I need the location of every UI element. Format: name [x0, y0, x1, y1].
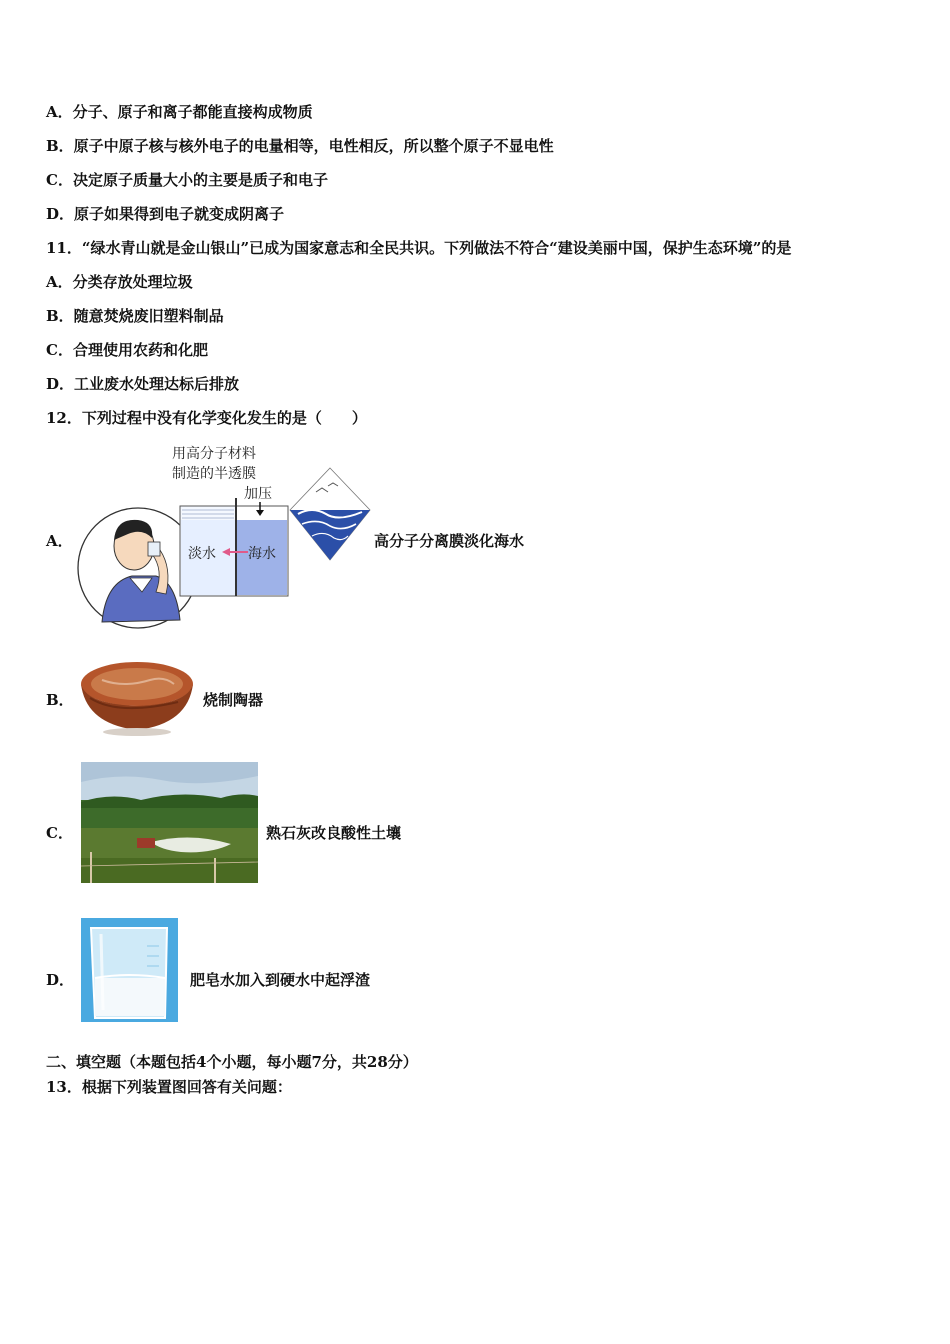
membrane-label-line1: 用高分子材料	[172, 446, 256, 462]
q10-option-b: B．原子中原子核与核外电子的电量相等，电性相反，所以整个原子不显电性	[46, 137, 554, 155]
q12-option-a-caption: 高分子分离膜淡化海水	[374, 532, 525, 550]
q10-option-c: C．决定原子质量大小的主要是质子和电子	[46, 171, 328, 189]
field-soil-image	[81, 762, 258, 883]
q11-option-b: B．随意焚烧废旧塑料制品	[46, 307, 224, 325]
q11-option-a: A．分类存放处理垃圾	[46, 273, 193, 291]
q12-option-b-caption: 烧制陶器	[203, 691, 264, 709]
q10-option-d: D．原子如果得到电子就变成阴离子	[46, 205, 285, 223]
q12-option-c-caption: 熟石灰改良酸性土壤	[266, 824, 402, 842]
q11-option-d: D．工业废水处理达标后排放	[46, 375, 240, 393]
q12-option-d-label: D．	[46, 971, 75, 989]
section-2-heading: 二、填空题（本题包括4个小题，每小题7分，共28分）	[46, 1053, 418, 1071]
beaker-image	[81, 918, 178, 1022]
q11-stem: 11．“绿水青山就是金山银山”已成为国家意志和全民共识。下列做法不符合“建设美丽中国，保护生态环境”的是	[46, 239, 792, 257]
desalination-figure	[72, 442, 372, 632]
q12-option-b-label: B．	[46, 691, 74, 709]
sea-water-label: 海水	[248, 546, 276, 562]
q12-option-c-label: C．	[46, 824, 73, 842]
q12-option-d-caption: 肥皂水加入到硬水中起浮渣	[190, 971, 371, 989]
q12-option-a-label: A．	[46, 532, 73, 550]
pottery-bowl-image	[78, 658, 196, 738]
pressure-label: 加压	[244, 486, 272, 502]
q13-stem: 13．根据下列装置图回答有关问题：	[46, 1078, 292, 1096]
membrane-label-line2: 制造的半透膜	[172, 466, 256, 482]
q11-option-c: C．合理使用农药和化肥	[46, 341, 208, 359]
q10-option-a: A．分子、原子和离子都能直接构成物质	[46, 103, 313, 121]
fresh-water-label: 淡水	[188, 546, 216, 562]
q12-stem: 12．下列过程中没有化学变化发生的是（ ）	[46, 409, 367, 427]
